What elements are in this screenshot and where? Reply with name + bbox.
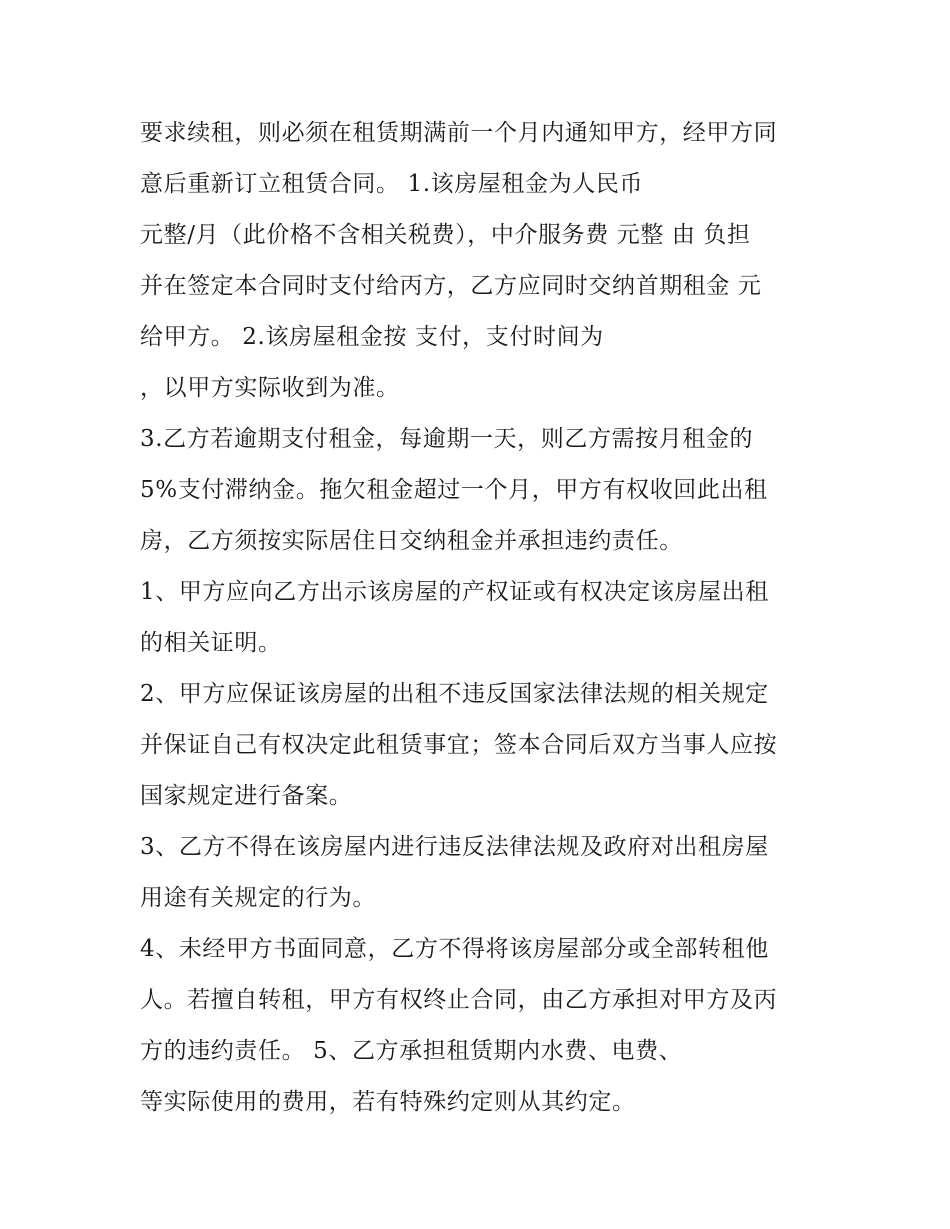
text-line: 1、甲方应向乙方出示该房屋的产权证或有权决定该房屋出租 [140, 579, 769, 605]
text-line: 2、甲方应保证该房屋的出租不违反国家法律法规的相关规定 [140, 681, 769, 707]
text-line: ，以甲方实际收到为准。 [140, 375, 400, 401]
text-line: 方的违约责任。 5、乙方承担租赁期内水费、电费、 [140, 1038, 683, 1064]
text-line: 意后重新订立租赁合同。 1.该房屋租金为人民币 [140, 171, 644, 197]
text-line: 5%支付滞纳金。拖欠租金超过一个月，甲方有权收回此出租 [140, 477, 768, 503]
text-line: 的相关证明。 [140, 630, 282, 656]
text-line: 等实际使用的费用，若有特殊约定则从其约定。 [140, 1089, 636, 1115]
text-line: 国家规定进行备案。 [140, 783, 353, 809]
text-line: 人。若擅自转租，甲方有权终止合同，由乙方承担对甲方及丙 [140, 987, 778, 1013]
text-line: 3、乙方不得在该房屋内进行违反法律法规及政府对出租房屋 [140, 834, 769, 860]
text-line: 并在签定本合同时支付给丙方，乙方应同时交纳首期租金 元 [140, 273, 762, 299]
text-line: 给甲方。 2.该房屋租金按 支付，支付时间为 [140, 324, 604, 350]
text-line: 3.乙方若逾期支付租金，每逾期一天，则乙方需按月租金的 [140, 426, 754, 452]
text-line: 要求续租，则必须在租赁期满前一个月内通知甲方，经甲方同 [140, 120, 778, 146]
text-line: 房，乙方须按实际居住日交纳租金并承担违约责任。 [140, 528, 683, 554]
document-body [140, 108, 830, 1128]
text-line: 4、未经甲方书面同意，乙方不得将该房屋部分或全部转租他 [140, 936, 769, 962]
text-line: 并保证自己有权决定此租赁事宜；签本合同后双方当事人应按 [140, 732, 778, 758]
text-line: 用途有关规定的行为。 [140, 885, 376, 911]
text-line: 元整/月（此价格不含相关税费），中介服务费 元整 由 负担 [140, 222, 751, 248]
